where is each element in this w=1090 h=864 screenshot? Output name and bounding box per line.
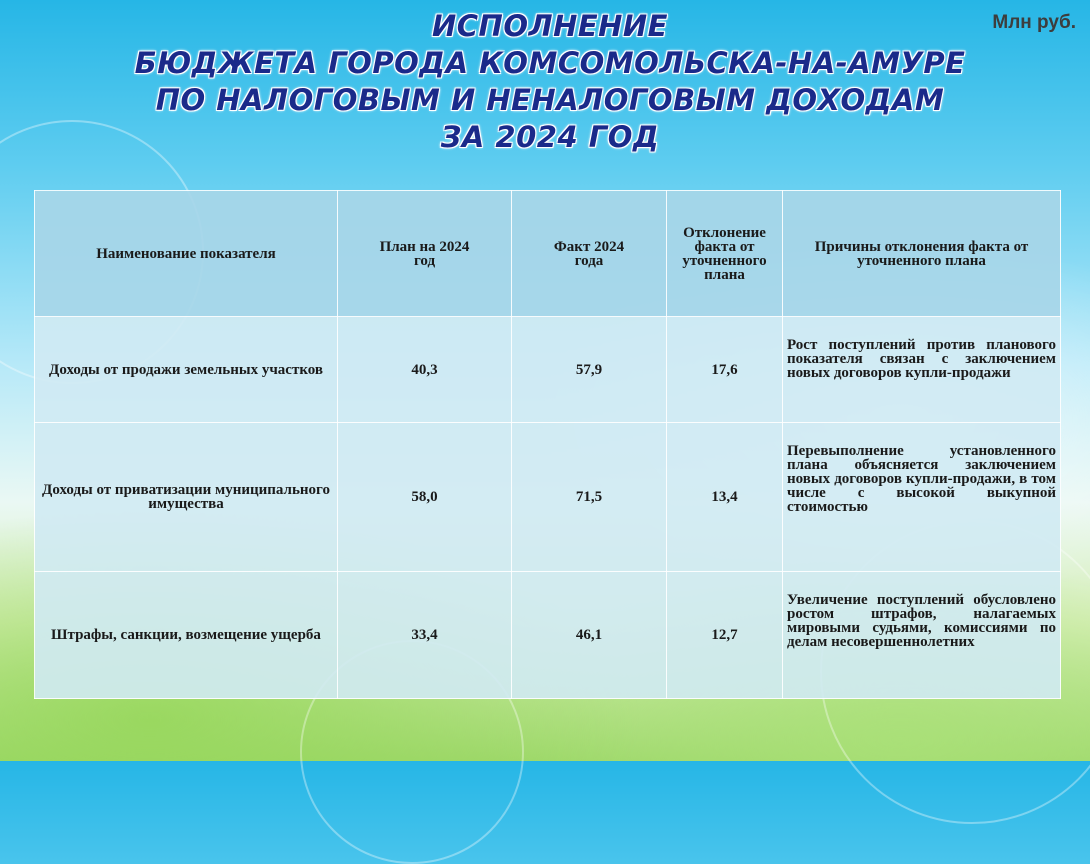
row-fact: 46,1 (512, 572, 667, 699)
title-line-1: ИСПОЛНЕНИЕ (432, 9, 668, 43)
title-line-4: ЗА 2024 ГОД (440, 120, 660, 154)
header-deviation: Отклонение факта от уточненного плана (667, 191, 783, 317)
row-deviation: 13,4 (667, 423, 783, 572)
row-name: Доходы от приватизации муниципального имущества (35, 423, 338, 572)
title-line-2: БЮДЖЕТА ГОРОДА КОМСОМОЛЬСКА-НА-АМУРЕ (134, 46, 966, 80)
row-fact: 71,5 (512, 423, 667, 572)
page-title (80, 8, 1020, 156)
row-plan: 33,4 (338, 572, 512, 699)
row-name: Доходы от продажи земельных участков (35, 317, 338, 423)
header-name: Наименование показателя (35, 191, 338, 317)
row-deviation: 12,7 (667, 572, 783, 699)
unit-label: Млн руб. (992, 12, 1076, 33)
row-deviation: 17,6 (667, 317, 783, 423)
table-row (35, 423, 1061, 572)
row-plan: 40,3 (338, 317, 512, 423)
row-fact: 57,9 (512, 317, 667, 423)
row-name: Штрафы, санкции, возмещение ущерба (35, 572, 338, 699)
header-plan: План на 2024 год (338, 191, 512, 317)
header-fact: Факт 2024 года (512, 191, 667, 317)
row-plan: 58,0 (338, 423, 512, 572)
header-reason: Причины отклонения факта от уточненного плана (783, 191, 1061, 317)
row-reason: Перевыполнение установленного плана объясняется заключением новых договоров купли-продажи, в том числе с высокой выкупной стоимостью (783, 423, 1061, 572)
table-row (35, 572, 1061, 699)
row-reason: Увеличение поступлений обусловлено ростом штрафов, налагаемых мировыми судьями, комиссиями по делам несовершеннолетних (783, 572, 1061, 699)
row-reason: Рост поступлений против планового показателя связан с заключением новых договоров купли-продажи (783, 317, 1061, 423)
table-header-row (35, 191, 1061, 317)
title-line-3: ПО НАЛОГОВЫМ И НЕНАЛОГОВЫМ ДОХОДАМ (155, 83, 945, 117)
budget-table (34, 190, 1061, 699)
table-row (35, 317, 1061, 423)
